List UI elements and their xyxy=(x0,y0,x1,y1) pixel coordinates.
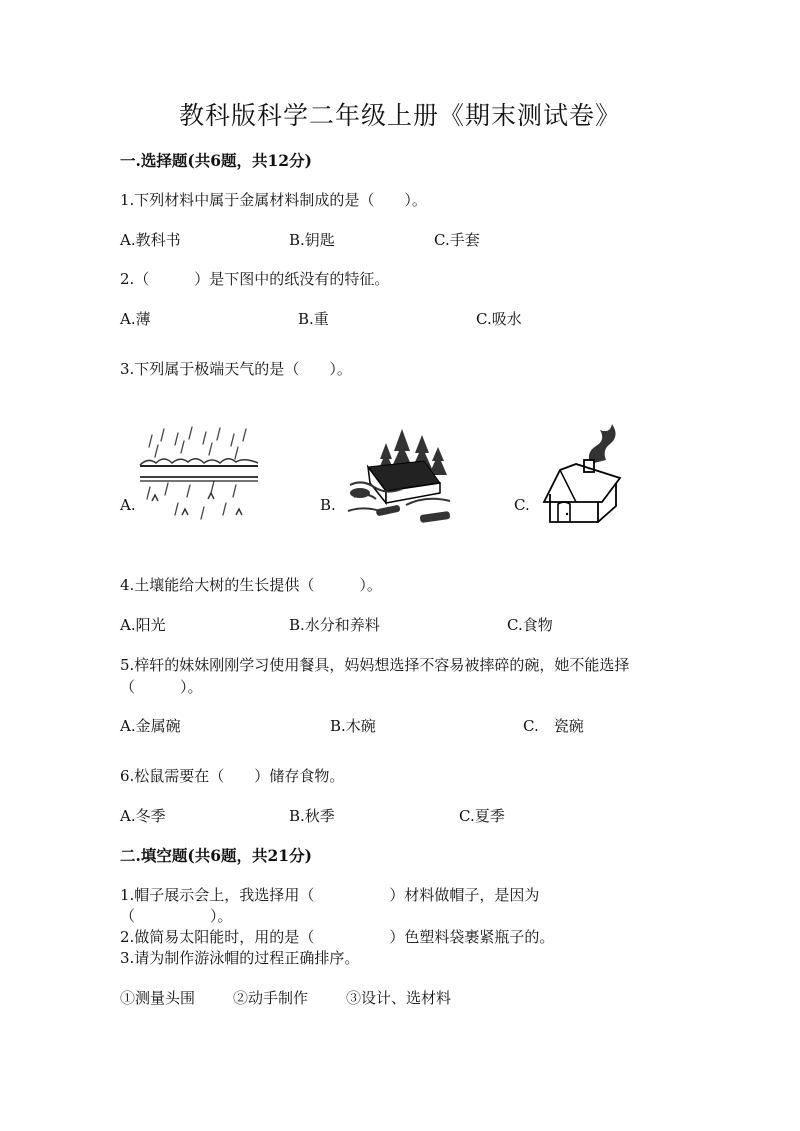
fill-question-text: 3.请为制作游泳帽的过程正确排序。 xyxy=(120,949,360,967)
option-a: A.阳光 xyxy=(120,616,166,634)
rain-scene-icon xyxy=(138,425,260,527)
option-c: C. 瓷碗 xyxy=(523,717,584,735)
fill-question-text: 1.帽子展示会上，我选择用（ ）材料做帽子，是因为 xyxy=(120,886,540,904)
option-a: A.教科书 xyxy=(120,231,181,249)
question-text: 6.松鼠需要在（ ）储存食物。 xyxy=(120,767,345,785)
option-b: B. xyxy=(320,496,336,514)
step-item: ③设计、选材料 xyxy=(346,989,452,1007)
flooded-house-icon xyxy=(346,425,460,527)
question-text: 4.土壤能给大树的生长提供（ ）。 xyxy=(120,576,382,594)
house-chimney-icon xyxy=(540,420,626,526)
question-text-continued: （ ）。 xyxy=(120,678,203,696)
option-a: A.冬季 xyxy=(120,807,166,825)
section-heading: 二.填空题(共6题，共21分) xyxy=(120,846,312,865)
step-item: ①测量头围 xyxy=(120,989,196,1007)
option-b: B.木碗 xyxy=(330,717,376,735)
option-c: C.夏季 xyxy=(459,807,505,825)
option-b: B.水分和养料 xyxy=(289,616,380,634)
question-text: 1.下列材料中属于金属材料制成的是（ ）。 xyxy=(120,191,427,209)
step-item: ②动手制作 xyxy=(233,989,309,1007)
option-b: B.秋季 xyxy=(289,807,335,825)
question-text: 3.下列属于极端天气的是（ ）。 xyxy=(120,360,352,378)
option-a: A.金属碗 xyxy=(120,717,181,735)
fill-question-text: 2.做简易太阳能时，用的是（ ）色塑料袋裹紧瓶子的。 xyxy=(120,928,555,946)
option-c: C.吸水 xyxy=(476,310,522,328)
option-c: C. xyxy=(514,496,530,514)
option-c: C.食物 xyxy=(507,616,553,634)
option-b: B.重 xyxy=(298,310,329,328)
option-a: A.薄 xyxy=(120,310,151,328)
question-text: 5.梓轩的妹妹刚刚学习使用餐具，妈妈想选择不容易被摔碎的碗，她不能选择 xyxy=(120,656,630,674)
fill-question-text-continued: （ ）。 xyxy=(120,907,233,925)
option-c: C.手套 xyxy=(434,231,480,249)
section-heading: 一.选择题(共6题，共12分) xyxy=(120,151,312,170)
page-title: 教科版科学二年级上册《期末测试卷》 xyxy=(178,101,621,130)
option-a: A. xyxy=(120,496,136,514)
option-b: B.钥匙 xyxy=(289,231,335,249)
question-text: 2.（ ）是下图中的纸没有的特征。 xyxy=(120,270,390,288)
